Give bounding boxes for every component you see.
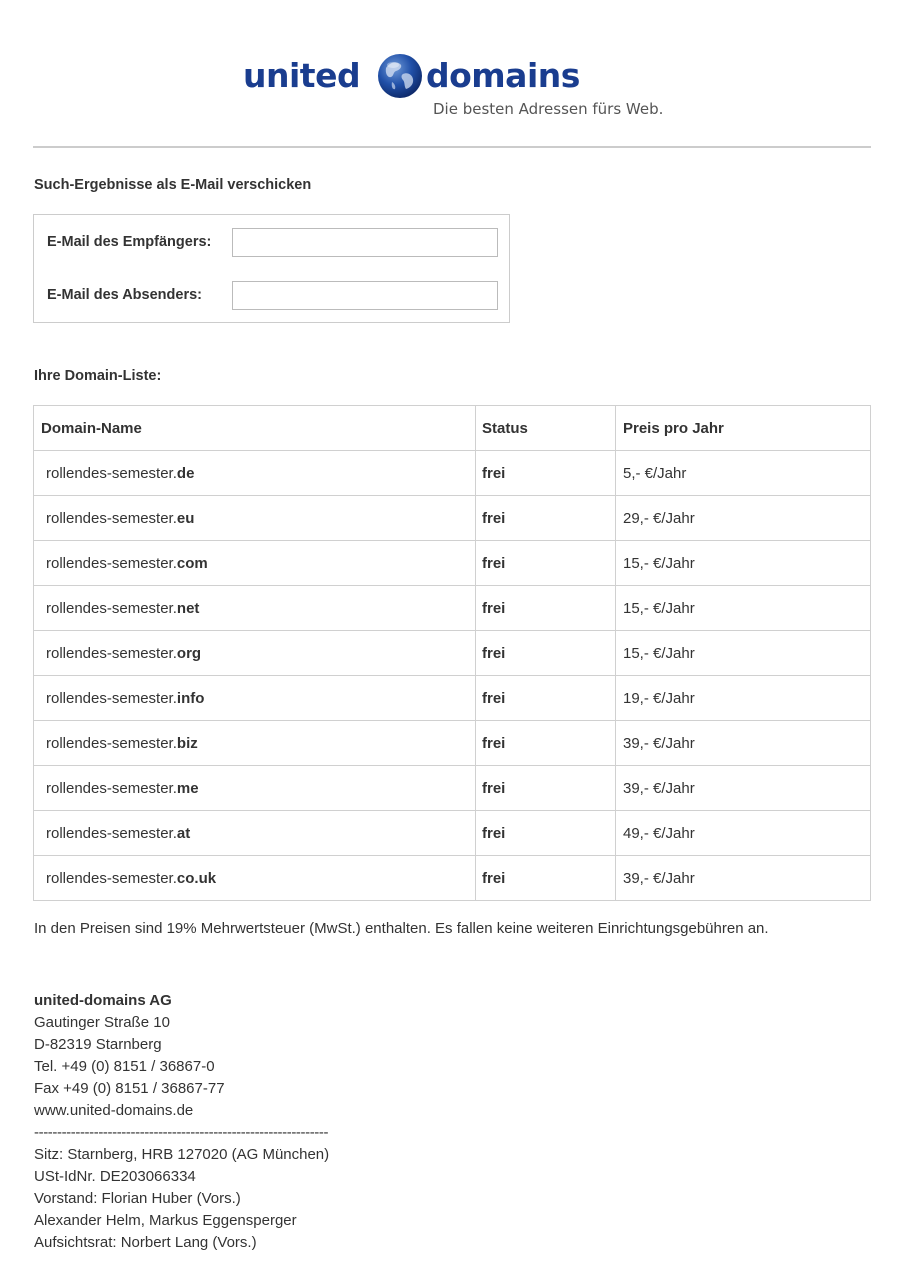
domain-base: rollendes-semester. [46,644,177,662]
domain-name-cell [34,631,476,676]
footer-separator: ---------------------------------------------------------------- [34,1124,329,1141]
domain-tld: co.uk [176,869,217,887]
domain-name-cell [34,721,476,766]
price-cell: 49,- €/Jahr [616,811,871,856]
price-cell: 15,- €/Jahr [616,631,871,676]
domain-tld: net [176,599,200,617]
address-city: D-82319 Starnberg [34,1036,162,1053]
header-domain-name: Domain-Name [34,406,476,451]
domain-name-cell [34,811,476,856]
phone-number: Tel. +49 (0) 8151 / 36867-0 [34,1058,215,1075]
board-line-2: Alexander Helm, Markus Eggensperger [34,1212,297,1229]
status-cell: frei [476,541,616,586]
domain-tld: eu [176,509,195,527]
price-cell: 39,- €/Jahr [616,856,871,901]
domain-tld: biz [176,734,198,752]
header-price: Preis pro Jahr [616,406,871,451]
table-row [34,766,871,811]
website-link[interactable]: www.united-domains.de [34,1102,194,1119]
recipient-email-label: E-Mail des Empfängers: [47,234,212,250]
price-cell: 39,- €/Jahr [616,766,871,811]
globe-icon [376,52,424,100]
domain-base: rollendes-semester. [46,689,177,707]
table-row [34,586,871,631]
domain-base: rollendes-semester. [46,779,177,797]
status-cell: frei [476,631,616,676]
table-row [34,856,871,901]
status-cell: frei [476,811,616,856]
table-row [34,631,871,676]
sender-email-label: E-Mail des Absenders: [47,287,202,303]
header-divider [33,146,871,148]
table-row [34,721,871,766]
company-name: united-domains AG [34,992,172,1009]
logo-word-domains: domains [426,56,580,95]
price-cell: 5,- €/Jahr [616,451,871,496]
fax-number: Fax +49 (0) 8151 / 36867-77 [34,1080,225,1097]
domain-base: rollendes-semester. [46,824,177,842]
table-header-row [34,406,871,451]
domain-base: rollendes-semester. [46,734,177,752]
domain-base: rollendes-semester. [46,869,177,887]
domain-name-cell [34,766,476,811]
email-form [33,214,510,323]
price-cell: 15,- €/Jahr [616,541,871,586]
domain-name-cell [34,856,476,901]
logo-word-united: united [243,56,361,95]
table-row [34,676,871,721]
registered-office: Sitz: Starnberg, HRB 127020 (AG München) [34,1146,330,1163]
domain-tld: de [176,464,195,482]
united-domains-logo[interactable] [243,52,663,124]
domain-list-title: Ihre Domain-Liste: [34,368,162,384]
domain-base: rollendes-semester. [46,554,177,572]
price-cell: 15,- €/Jahr [616,586,871,631]
domain-name-cell [34,586,476,631]
status-cell: frei [476,451,616,496]
recipient-email-field[interactable] [232,228,498,257]
sender-email-field[interactable] [232,281,498,310]
address-street: Gautinger Straße 10 [34,1014,170,1031]
domain-name-cell [34,451,476,496]
domain-tld: org [176,644,202,662]
price-cell: 19,- €/Jahr [616,676,871,721]
domain-base: rollendes-semester. [46,599,177,617]
board-line-1: Vorstand: Florian Huber (Vors.) [34,1190,241,1207]
domain-tld: at [176,824,191,842]
domain-name-cell [34,496,476,541]
status-cell: frei [476,676,616,721]
vat-id: USt-IdNr. DE203066334 [34,1168,196,1185]
domain-tld: com [176,554,208,572]
domain-base: rollendes-semester. [46,509,177,527]
status-cell: frei [476,766,616,811]
table-row [34,541,871,586]
table-row [34,811,871,856]
company-footer [34,990,329,1254]
table-row [34,496,871,541]
price-cell: 39,- €/Jahr [616,721,871,766]
domain-table [33,405,871,901]
domain-tld: info [176,689,205,707]
email-section-title: Such-Ergebnisse als E-Mail verschicken [34,177,312,193]
status-cell: frei [476,496,616,541]
domain-base: rollendes-semester. [46,464,177,482]
domain-name-cell [34,541,476,586]
table-row [34,451,871,496]
status-cell: frei [476,856,616,901]
domain-tld: me [176,779,199,797]
vat-note: In den Preisen sind 19% Mehrwertsteuer (MwSt.) enthalten. Es fallen keine weiteren Einrichtungsgebühren an. [34,920,769,937]
status-cell: frei [476,721,616,766]
status-cell: frei [476,586,616,631]
price-cell: 29,- €/Jahr [616,496,871,541]
domain-name-cell [34,676,476,721]
supervisory-board: Aufsichtsrat: Norbert Lang (Vors.) [34,1234,257,1251]
logo-tagline: Die besten Adressen fürs Web. [433,100,664,118]
header-status: Status [476,406,616,451]
